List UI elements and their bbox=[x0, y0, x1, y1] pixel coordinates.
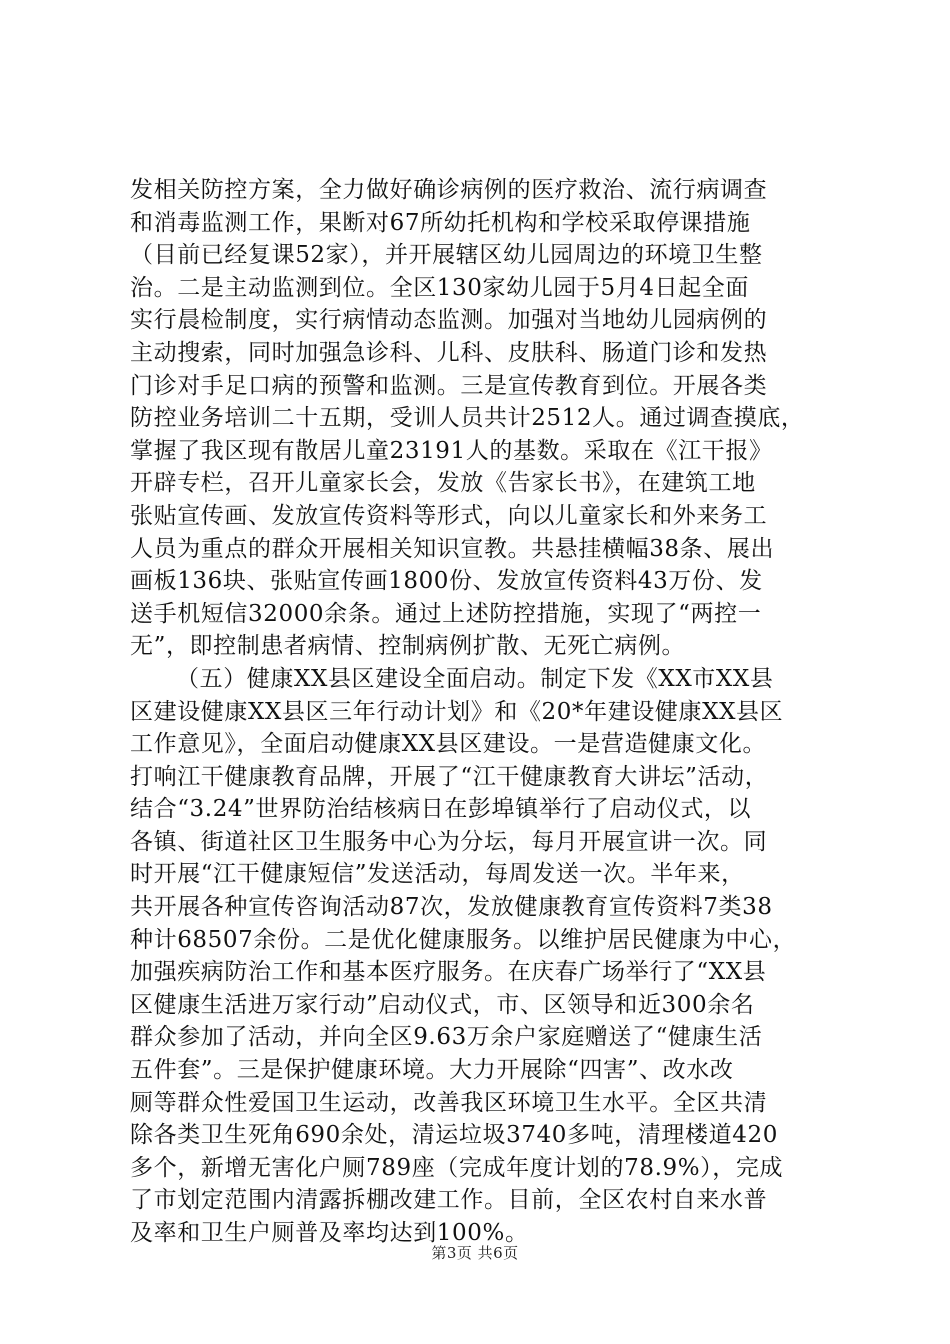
text-line: 打响江干健康教育品牌，开展了“江干健康教育大讲坛”活动， bbox=[130, 763, 769, 790]
text-line: 画板136块、张贴宣传画1800份、发放宣传资料43万份、发 bbox=[130, 568, 763, 595]
text-line: 掌握了我区现有散居儿童23191人的基数。采取在《江干报》 bbox=[130, 437, 773, 464]
section-heading-line: （五）健康XX县区建设全面启动。制定下发《XX市XX县 bbox=[176, 665, 774, 692]
text-line: 除各类卫生死角690余处，清运垃圾3740多吨，清理楼道420 bbox=[130, 1122, 778, 1149]
text-line: 了市划定范围内清露拆棚改建工作。目前，全区农村自来水普 bbox=[130, 1187, 768, 1214]
page-footer: 第3页 共6页 bbox=[431, 1244, 519, 1262]
text-line: 加强疾病防治工作和基本医疗服务。在庆春广场举行了“XX县 bbox=[130, 959, 767, 986]
text-line: 门诊对手足口病的预警和监测。三是宣传教育到位。开展各类 bbox=[130, 372, 768, 399]
text-line: 防控业务培训二十五期，受训人员共计2512人。通过调查摸底， bbox=[130, 405, 805, 432]
text-line: 实行晨检制度，实行病情动态监测。加强对当地幼儿园病例的 bbox=[130, 307, 768, 334]
text-line: 群众参加了活动，并向全区9.63万余户家庭赠送了“健康生活 bbox=[130, 1024, 763, 1051]
text-line: 多个，新增无害化户厕789座（完成年度计划的78.9%），完成 bbox=[130, 1154, 784, 1181]
body-text bbox=[130, 174, 840, 1250]
text-line: 共开展各种宣传咨询活动87次，发放健康教育宣传资料7类38 bbox=[130, 894, 773, 921]
text-line: 厕等群众性爱国卫生运动，改善我区环境卫生水平。全区共清 bbox=[130, 1089, 768, 1116]
text-line: 区建设健康XX县区三年行动计划》和《20*年建设健康XX县区 bbox=[130, 698, 784, 725]
text-line: 结合“3.24”世界防治结核病日在彭埠镇举行了启动仪式，以 bbox=[130, 796, 752, 823]
text-line: 区健康生活进万家行动”启动仪式，市、区领导和近300余名 bbox=[130, 991, 755, 1018]
text-line: 送手机短信32000余条。通过上述防控措施，实现了“两控一 bbox=[130, 600, 762, 627]
text-line: 种计68507余份。二是优化健康服务。以维护居民健康为中心， bbox=[130, 926, 797, 953]
text-line: 张贴宣传画、发放宣传资料等形式，向以儿童家长和外来务工 bbox=[130, 502, 768, 529]
text-line: 及率和卫生户厕普及率均达到100%。 bbox=[130, 1220, 529, 1246]
text-line: 无”，即控制患者病情、控制病例扩散、无死亡病例。 bbox=[130, 633, 686, 660]
text-line: 发相关防控方案，全力做好确诊病例的医疗救治、流行病调查 bbox=[130, 177, 768, 203]
text-line: 和消毒监测工作，果断对67所幼托机构和学校采取停课措施 bbox=[130, 209, 751, 236]
text-line: 各镇、街道社区卫生服务中心为分坛，每月开展宣讲一次。同 bbox=[130, 828, 768, 855]
text-line: 五件套”。三是保护健康环境。大力开展除“四害”、改水改 bbox=[130, 1057, 734, 1084]
text-line: 工作意见》，全面启动健康XX县区建设。一是营造健康文化。 bbox=[130, 731, 767, 758]
text-line: 开辟专栏，召开儿童家长会，发放《告家长书》，在建筑工地 bbox=[130, 470, 756, 497]
text-line: 治。二是主动监测到位。全区130家幼儿园于5月4日起全面 bbox=[130, 274, 749, 301]
text-line: （目前已经复课52家），并开展辖区幼儿园周边的环境卫生整 bbox=[130, 242, 763, 269]
text-line: 主动搜索，同时加强急诊科、儿科、皮肤科、肠道门诊和发热 bbox=[130, 339, 768, 366]
text-line: 时开展“江干健康短信”发送活动，每周发送一次。半年来， bbox=[130, 861, 745, 888]
text-line: 人员为重点的群众开展相关知识宣教。共悬挂横幅38条、展出 bbox=[130, 535, 775, 562]
